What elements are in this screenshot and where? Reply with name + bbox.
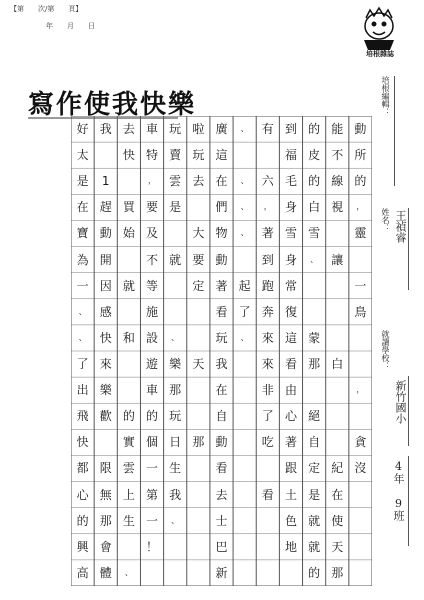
grid-character: 福 <box>284 148 297 163</box>
grid-character: 我 <box>99 122 112 136</box>
grid-character: 毛 <box>284 174 297 189</box>
grid-character: 車 <box>146 383 159 398</box>
grid-character: 高 <box>76 565 89 580</box>
grid-character: 的 <box>308 174 321 189</box>
grid-character: 這 <box>215 148 228 163</box>
grid-character: 復 <box>284 304 297 319</box>
grid-character: 第 <box>146 487 159 502</box>
grid-character: 物 <box>215 226 228 241</box>
grade-class: 4年 9班 <box>392 460 405 521</box>
grid-character: 雪 <box>308 226 321 241</box>
grid-character: 來 <box>261 357 274 371</box>
grid-character: 大 <box>192 226 205 241</box>
grid-character: 所 <box>354 148 367 163</box>
grid-character: 天 <box>192 357 205 371</box>
grid-character: 去 <box>215 487 228 502</box>
grid-character: 了 <box>76 357 89 371</box>
grid-character: 不 <box>331 148 344 163</box>
grid-character: 是 <box>308 487 321 502</box>
page-number-label: 【第 次/第 頁】 <box>10 5 83 13</box>
grid-character: 雲 <box>169 174 182 189</box>
grid-character: 看 <box>215 461 228 476</box>
grid-character: 、 <box>171 515 180 525</box>
grid-character: 身 <box>284 200 297 215</box>
grid-character: 會 <box>99 539 112 554</box>
grid-character: 始 <box>122 226 135 241</box>
grid-character: 樂 <box>99 383 112 398</box>
grid-character: 天 <box>331 539 344 554</box>
grid-character: 六 <box>261 174 274 189</box>
grid-character: 那 <box>99 513 112 528</box>
grid-character: 太 <box>76 148 89 163</box>
grid-character: 要 <box>192 252 205 267</box>
grid-character: 實 <box>122 435 135 450</box>
grid-character: 蒙 <box>308 330 321 345</box>
grid-character: 到 <box>284 122 297 136</box>
grid-character: 了 <box>238 304 251 319</box>
grid-character: 為 <box>76 252 89 267</box>
grid-character: 能 <box>331 122 344 136</box>
grid-character: 白 <box>331 357 344 371</box>
grid-character: 看 <box>215 304 228 319</box>
grid-character: 土 <box>284 487 297 502</box>
grid-character: ， <box>263 202 272 212</box>
grid-character: 啦 <box>192 122 205 136</box>
grid-character: 鳥 <box>354 304 367 319</box>
grid-character: 在 <box>76 200 89 215</box>
grid-character: 動 <box>99 226 112 241</box>
grid-character: 絕 <box>308 409 321 424</box>
school-name: 新竹國小 <box>394 380 407 424</box>
grid-character: 色 <box>284 513 297 528</box>
grid-character: 看 <box>261 487 274 502</box>
grid-character: 個 <box>146 435 159 450</box>
grid-character: 著 <box>261 226 274 241</box>
grid-character: 體 <box>99 565 112 580</box>
grid-character: 快 <box>122 148 135 163</box>
grid-character: 、 <box>124 567 133 577</box>
grid-character: 遊 <box>146 357 159 371</box>
grid-character: 及 <box>146 226 159 241</box>
name-label: 姓名： <box>381 208 390 232</box>
grid-character: 有 <box>261 122 274 136</box>
grid-character: 歡 <box>99 409 112 424</box>
grid-character: 廣 <box>215 122 228 136</box>
grid-character: 1 <box>101 174 110 189</box>
grid-character: 一 <box>146 461 159 476</box>
grid-character: 貪 <box>354 435 367 450</box>
grid-character: 來 <box>99 357 112 371</box>
grid-character: 、 <box>310 254 319 264</box>
grid-character: 沒 <box>354 461 367 476</box>
grid-character: 皮 <box>308 148 321 163</box>
grid-character: 感 <box>99 304 112 319</box>
teacher-line <box>394 76 395 186</box>
grid-character: 我 <box>215 357 228 371</box>
grid-character: 一 <box>146 513 159 528</box>
grid-character: 買 <box>122 200 135 215</box>
grid-character: 一 <box>354 278 367 293</box>
grid-character: 、 <box>240 124 249 133</box>
grid-character: 非 <box>261 383 274 398</box>
grid-character: 白 <box>308 200 321 215</box>
grid-character: 跟 <box>284 461 297 476</box>
grid-character: 、 <box>78 332 87 342</box>
grid-character: 看 <box>284 357 297 371</box>
grid-character: 去 <box>122 122 135 136</box>
grid-character: 這 <box>284 330 297 345</box>
grid-character: 在 <box>331 487 344 502</box>
grid-character: 的 <box>76 513 89 528</box>
grid-character: 、 <box>78 306 87 316</box>
grid-character: 線 <box>331 174 344 189</box>
grid-character: 那 <box>192 435 205 450</box>
grid-character: 的 <box>308 122 321 136</box>
grid-character: 要 <box>146 200 159 215</box>
grid-character: 、 <box>240 176 249 186</box>
grid-character: 來 <box>261 330 274 345</box>
grid-character: 玩 <box>192 148 205 163</box>
grid-character: 日 <box>169 435 182 450</box>
grid-character: 快 <box>99 330 112 345</box>
grid-character: 動 <box>354 122 367 136</box>
date-label: 年 月 日 <box>46 22 95 30</box>
grid-character: 自 <box>308 435 321 450</box>
grid-character: 趕 <box>99 200 112 215</box>
grid-character: 出 <box>76 383 89 398</box>
grid-character: 生 <box>169 461 182 476</box>
grid-character: 動 <box>215 252 228 267</box>
grid-character: 那 <box>308 357 321 371</box>
grid-character: 開 <box>99 252 112 267</box>
grid-character: 由 <box>284 383 297 398</box>
grid-character: 使 <box>331 513 344 528</box>
grid-character: ， <box>356 202 365 212</box>
teacher-label: 培根編輯： <box>381 76 390 116</box>
grid-character: 的 <box>308 565 321 580</box>
grid-character: 那 <box>169 383 182 398</box>
grid-character: 靈 <box>354 226 367 241</box>
grade-line <box>408 456 409 546</box>
grid-character: 士 <box>215 513 228 528</box>
grid-character: 心 <box>284 409 297 424</box>
grid-character: 是 <box>76 174 89 189</box>
grid-character: ！ <box>146 539 159 554</box>
grid-character: 的 <box>146 409 159 424</box>
grid-character: 那 <box>331 565 344 580</box>
grid-character: 興 <box>76 539 89 554</box>
essay-title: 寫作使我快樂 <box>28 90 197 120</box>
grid-character: 、 <box>171 332 180 342</box>
grid-character: 我 <box>169 487 182 502</box>
grid-character: 雲 <box>122 461 135 476</box>
grid-character: 巴 <box>215 539 228 554</box>
grid-character: 們 <box>215 200 228 215</box>
grid-character: 賣 <box>169 148 182 163</box>
grid-character: 生 <box>122 513 135 528</box>
grid-character: 地 <box>284 539 297 554</box>
grid-character: ， <box>356 385 365 395</box>
logo-caption: 培根雜誌 <box>366 50 394 58</box>
grid-character: 定 <box>192 278 205 293</box>
grid-character: 玩 <box>169 409 182 424</box>
grid-character: 常 <box>284 278 297 293</box>
grid-character: 一 <box>76 278 89 293</box>
grid-character: 視 <box>331 200 344 215</box>
grid-character: 就 <box>122 278 135 293</box>
grid-character: 不 <box>146 252 159 267</box>
grid-character: 、 <box>240 228 249 238</box>
grid-character: 起 <box>238 278 251 293</box>
grid-character: 設 <box>146 330 159 345</box>
grid-character: 在 <box>215 383 228 398</box>
grid-character: 、 <box>240 332 249 342</box>
grid-character: 自 <box>215 409 228 424</box>
grid-character: 了 <box>261 409 274 424</box>
grid-character: 跑 <box>261 278 274 293</box>
school-label: 就讀學校： <box>381 330 390 370</box>
grid-character: 心 <box>76 487 89 502</box>
grid-character: 吃 <box>261 435 274 450</box>
grid-character: 和 <box>122 330 135 345</box>
grid-character: 特 <box>146 148 159 163</box>
grid-character: 就 <box>169 252 182 267</box>
grid-character: 的 <box>354 174 367 189</box>
grid-character: 定 <box>308 461 321 476</box>
grid-character: 等 <box>146 278 159 293</box>
grid-character: 快 <box>76 435 89 450</box>
grid-character: 紀 <box>331 461 344 476</box>
writing-grid <box>71 116 372 586</box>
grid-character: ， <box>148 176 157 186</box>
grid-character: 到 <box>261 252 274 267</box>
grid-character: 車 <box>146 122 159 136</box>
name-line <box>408 208 409 290</box>
grid-character: 奔 <box>261 304 274 319</box>
grid-character: 去 <box>192 174 205 189</box>
grid-character: 樂 <box>169 357 182 371</box>
grid-character: 就 <box>308 539 321 554</box>
grid-character: 飛 <box>76 409 89 424</box>
grid-character: 著 <box>284 435 297 450</box>
grid-character: 都 <box>76 461 89 476</box>
grid-character: 讓 <box>331 252 344 267</box>
grid-character: 的 <box>122 409 135 424</box>
grid-character: 、 <box>240 202 249 212</box>
grid-character: 在 <box>215 174 228 189</box>
grid-character: 著 <box>215 278 228 293</box>
grid-character: 限 <box>99 461 112 476</box>
grid-character: 身 <box>284 252 297 267</box>
grid-character: 玩 <box>215 330 228 345</box>
grid-character: 動 <box>215 435 228 450</box>
grid-character: 就 <box>308 513 321 528</box>
student-name: 王禎睿 <box>394 210 407 243</box>
grid-character: 雪 <box>284 226 297 241</box>
grid-character: 因 <box>99 278 112 293</box>
school-line <box>408 376 409 446</box>
grid-character: 新 <box>215 565 228 580</box>
grid-character: 是 <box>169 200 182 215</box>
grid-character: 好 <box>76 122 89 136</box>
grid-character: 玩 <box>169 122 182 136</box>
grid-character: 施 <box>146 304 159 319</box>
grid-character: 上 <box>122 487 135 502</box>
grid-character: 無 <box>99 487 112 502</box>
grid-character: 寶 <box>76 226 89 241</box>
